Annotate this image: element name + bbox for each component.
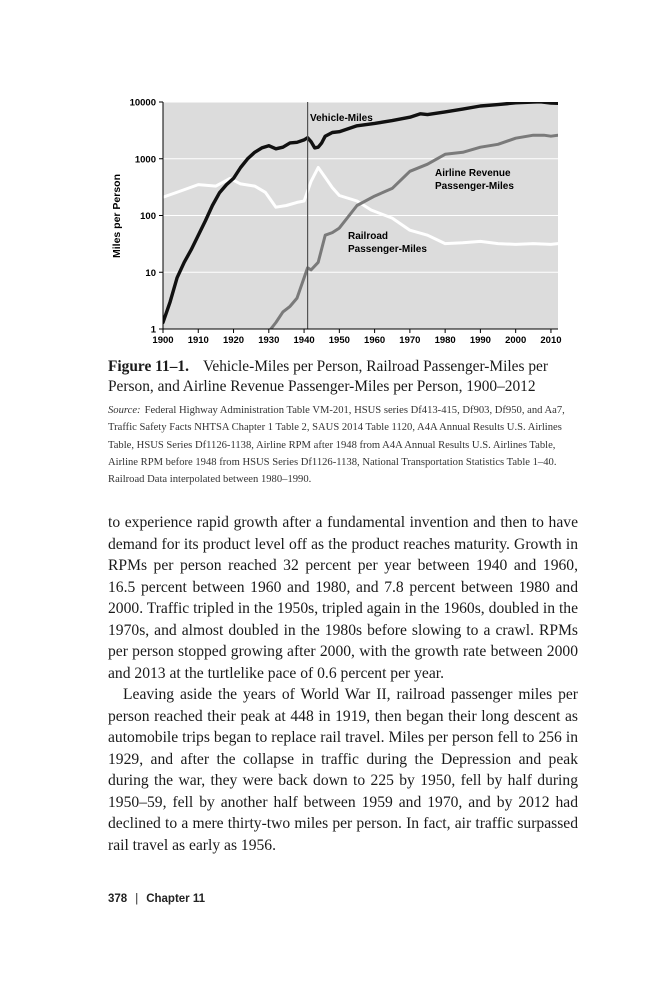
x-tick-label: 2010 [540, 335, 562, 346]
y-tick-label: 10 [145, 267, 156, 279]
y-tick-label: 100 [140, 211, 156, 222]
source-label: Source: [108, 405, 141, 416]
chapter-label: Chapter 11 [146, 893, 205, 905]
annotation-railroad-2: Passenger-Miles [348, 244, 427, 255]
x-tick-label: 1980 [434, 335, 456, 346]
annotation-vehicle-miles: Vehicle-Miles [310, 113, 373, 124]
footer-separator: | [135, 893, 139, 905]
annotation-airline-1: Airline Revenue [435, 168, 511, 179]
y-tick-label: 1000 [134, 154, 156, 166]
y-axis-label: Miles per Person [111, 173, 123, 259]
annotation-airline-2: Passenger-Miles [435, 181, 514, 192]
page-footer [108, 893, 205, 905]
y-tick-label: 10000 [129, 97, 156, 109]
figure-chart [108, 88, 568, 350]
body-text [108, 512, 578, 856]
x-tick-label: 1930 [258, 335, 280, 346]
annotation-railroad-1: Railroad [348, 231, 389, 242]
x-tick-label: 1940 [293, 335, 315, 346]
y-tick-label: 1 [150, 324, 156, 336]
source-text: Federal Highway Administration Table VM-201, HSUS series Df413-415, Df903, Df950, and Aa7, Traffic Safety Facts NHTSA Chapter 1 Table 2, SAUS 2014 Table 1120, A4A Annual Results U.S. Airlines Table, HSUS Series Df1126-1138, Airline RPM after 1948 from A4A Annual Results U.S. Airlines Table, Airline RPM before 1948 from HSUS Series Df1126-1138, National Transportation Statistics Table 1–40. Railroad Data interpolated between 1980–1990. [108, 405, 565, 486]
figure-caption [108, 357, 578, 397]
figure-title: Vehicle-Miles per Person, Railroad Passenger-Miles per Person, and Airline Revenue Passenger-Miles per Person, 1900–2012 [108, 358, 548, 395]
paragraph-1: to experience rapid growth after a fundamental invention and then to have demand for its product level off as the product reaches maturity. Growth in RPMs per person reached 32 percent per year between 1940 and 1960, 16.5 percent between 1960 and 1980, and 7.8 percent between 1980 and 2000. Traffic tripled in the 1950s, tripled again in the 1960s, doubled in the 1970s, and almost doubled in the 1980s before slowing to a crawl. RPMs per person stopped growing after 2000, with the growth rate between 2000 and 2013 at the turtlelike pace of 0.6 percent per year. [108, 514, 578, 682]
paragraph-2: Leaving aside the years of World War II, railroad passenger miles per person reached their peak at 448 in 1919, then began their long descent as automobile trips began to replace rail travel. Miles per person fell to 256 in 1929, and after the collapse in traffic during the Depression and peak during the war, they were back down to 225 by 1950, fell by half during 1950–59, fell by another half between 1959 and 1970, and by 2012 had declined to a mere thirty-two miles per person. In fact, air traffic surpassed rail travel as early as 1956. [108, 686, 578, 854]
x-tick-label: 1970 [399, 335, 421, 346]
x-tick-label: 1990 [469, 335, 491, 346]
x-tick-label: 2000 [505, 335, 527, 346]
x-tick-label: 1950 [328, 335, 350, 346]
figure-source [108, 402, 576, 488]
x-tick-label: 1920 [222, 335, 245, 346]
figure-label: Figure 11–1. [108, 358, 189, 375]
page-number: 378 [108, 893, 128, 905]
x-tick-label: 1960 [364, 335, 386, 346]
x-tick-label: 1910 [187, 335, 209, 346]
x-tick-label: 1900 [152, 335, 174, 346]
